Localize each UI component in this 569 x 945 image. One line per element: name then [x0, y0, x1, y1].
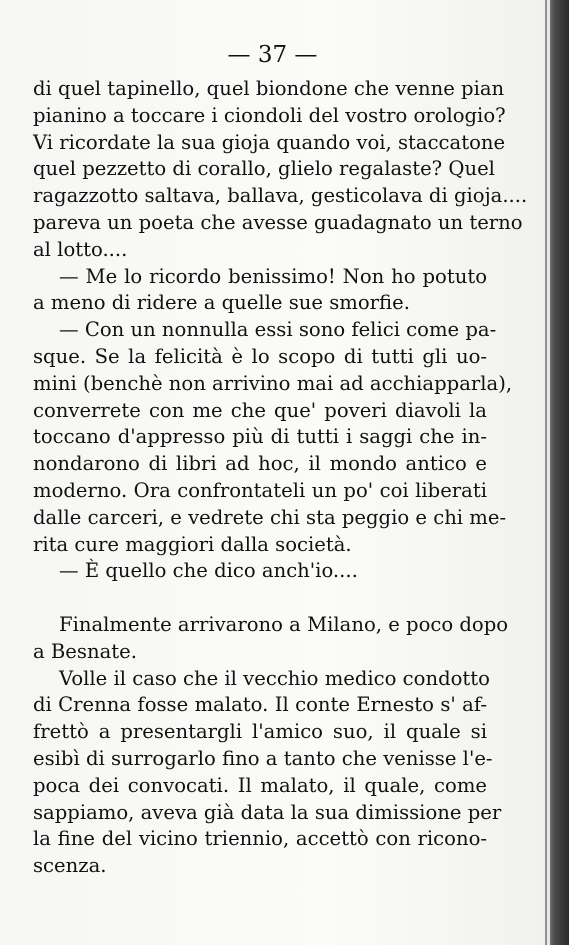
text-line: — È quello che dico anch'io.... — [59, 559, 358, 583]
text-line: — Con un nonnulla essi sono felici come pa- — [59, 318, 497, 342]
text-line: moderno. Ora confrontateli un po' coi liberati — [33, 478, 487, 502]
text-line: converrete con me che que' poveri diavoli la — [33, 398, 487, 422]
book-spine-shadow — [545, 0, 569, 945]
text-line: frettò a presentargli l'amico suo, il quale si — [33, 720, 487, 744]
text-line: scenza. — [33, 854, 107, 878]
text-line: Volle il caso che il vecchio medico condotto — [59, 666, 490, 690]
text-line: dalle carceri, e vedrete chi sta peggio e chi me- — [33, 505, 507, 529]
text-line: la fine del vicino triennio, accettò con ricono- — [33, 827, 487, 851]
text-line: di Crenna fosse malato. Il conte Ernesto s' af- — [33, 693, 487, 717]
page-edge-line — [547, 0, 550, 945]
text-line: pianino a toccare i ciondoli del vostro orologio? — [33, 103, 506, 127]
page-number: — 37 — — [227, 42, 318, 68]
text-line: di quel tapinello, quel biondone che venne pian — [33, 77, 505, 100]
text-line: sappiamo, aveva già data la sua dimissione per — [33, 800, 502, 824]
text-line: pareva un poeta che avesse guadagnato un terno — [33, 210, 523, 234]
text-line: mini (benchè non arrivino mai ad acchiapparla), — [33, 371, 513, 395]
body-text — [33, 76, 528, 880]
text-line: sque. Se la felicità è lo scopo di tutti gli uo- — [33, 344, 487, 368]
text-line: poca dei convocati. Il malato, il quale, come — [33, 773, 487, 797]
text-line: — Me lo ricordo benissimo! Non ho potuto — [59, 264, 487, 288]
text-line: toccano d'appresso più di tutti i saggi che in- — [33, 425, 487, 449]
text-line: a Besnate. — [33, 639, 137, 663]
text-line: Vi ricordate la sua gioja quando voi, staccatone — [33, 130, 506, 154]
text-line: ragazzotto saltava, ballava, gesticolava di gioja.... — [33, 184, 528, 208]
paragraph-gap — [33, 585, 487, 612]
text-line: al lotto.... — [33, 237, 128, 261]
text-line: esibì di surrogarlo fino a tanto che venisse l'e- — [33, 746, 493, 770]
text-line: a meno di ridere a quelle sue smorfie. — [33, 291, 410, 315]
text-line: rita cure maggiori dalla società. — [33, 532, 352, 556]
text-line: quel pezzetto di corallo, glielo regalaste? Quel — [33, 157, 495, 181]
text-line: nondarono di libri ad hoc, il mondo antico e — [33, 452, 487, 476]
text-line: Finalmente arrivarono a Milano, e poco dopo — [59, 612, 509, 636]
